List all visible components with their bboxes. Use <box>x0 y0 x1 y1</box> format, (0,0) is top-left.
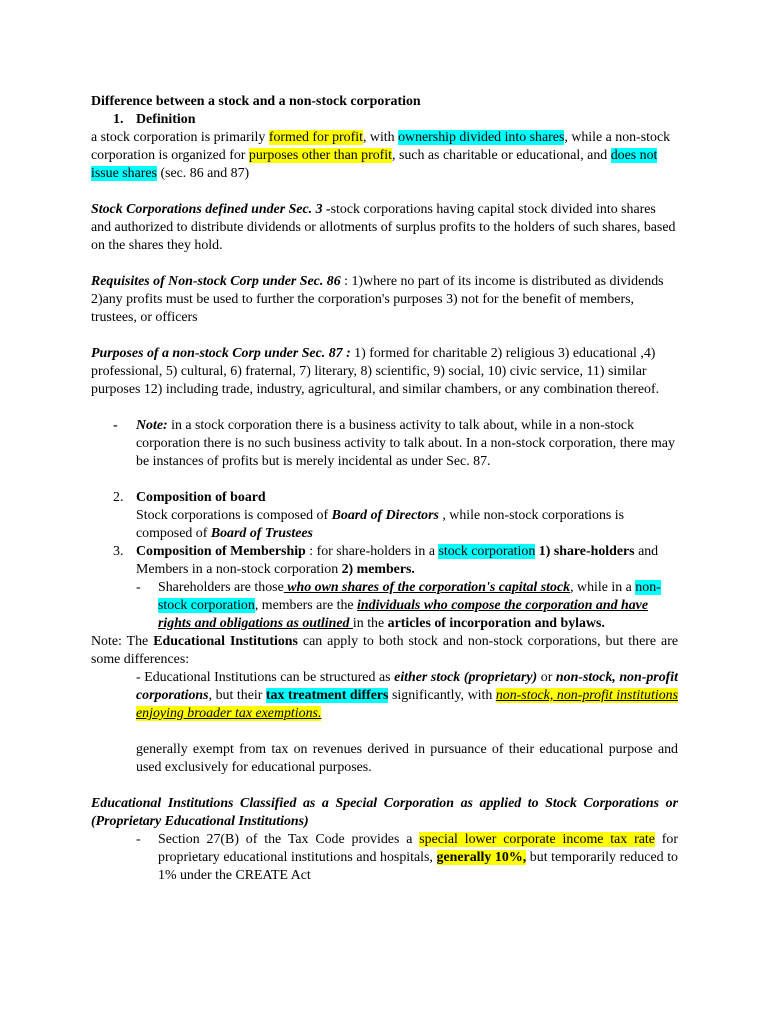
section-definition-heading <box>91 111 678 129</box>
highlight: non-stock, non-profit institutions enjoying broader tax exemptions. <box>136 688 678 721</box>
highlight: does not issue shares <box>91 148 658 181</box>
emphasis: individuals who compose the corporation and have rights and obligations as outlined <box>158 598 649 631</box>
emphasis: who own shares of the corporation's capital stock <box>283 580 571 595</box>
highlight: formed for profit <box>268 130 363 145</box>
section-number: 2. <box>113 490 124 505</box>
highlight: tax treatment differs <box>265 688 389 703</box>
highlight: stock corporation <box>438 544 536 559</box>
note-label: Note: <box>136 418 168 433</box>
highlight: special lower corporate income tax rate <box>419 832 655 847</box>
definition-paragraph: a stock corporation is primarily formed for profit, with ownership divided into shares, while a non-stock corporation is organized for purposes other than profit, such as charitable or educational, and does not issue shares (sec. 86 and 87) <box>91 130 671 181</box>
educational-note-paragraph: Note: The Educational Institutions can apply to both stock and non-stock corporations, but there are some differences: <box>91 634 678 667</box>
section-heading: Composition of Membership <box>136 544 306 559</box>
emphasis: Board of Directors <box>331 508 439 523</box>
note-bullet: - Note: in a stock corporation there is a business activity to talk about, while in a non-stock corporation there is no such business activity to talk about. In a non-stock corporation, there may be instances of profits but is merely incidental as under Sec. 87. <box>113 418 675 469</box>
bullet-dash: - <box>136 580 141 595</box>
section-membership: 3. Composition of Membership : for share-holders in a stock corporation 1) share-holders and Members in a non-stock corporation 2) members. <box>113 544 659 577</box>
highlight: purposes other than profit <box>248 148 393 163</box>
highlight: generally 10%, <box>436 850 527 865</box>
highlight: non-stock corporation <box>158 580 661 613</box>
emphasis: non-stock, non-profit corporations <box>136 670 678 703</box>
emphasis: either stock (proprietary) <box>394 670 538 685</box>
special-corporation-heading: Educational Institutions Classified as a Special Corporation as applied to Stock Corporations or (Proprietary Educational Institutions) <box>91 796 678 829</box>
bullet-dash: - <box>113 418 118 433</box>
section-heading: Composition of board <box>136 490 266 505</box>
stock-corp-definition-paragraph: Stock Corporations defined under Sec. 3 -stock corporations having capital stock divided into shares and authorized to distribute dividends or allotments of surplus profits to the holders of such shares, based on the shares they hold. <box>91 202 676 253</box>
paragraph-label: Stock Corporations defined under Sec. 3 - <box>91 202 331 217</box>
purposes-paragraph: Purposes of a non-stock Corp under Sec. 87 : 1) formed for charitable 2) religious 3) educational ,4) professional, 5) cultural, 6) fraternal, 7) literary, 8) scientific, 9) social, 10) civic service, 11) similar purposes 12) including trade, industry, agricultural, and similar chambers, or any combination thereof. <box>91 346 660 397</box>
section-27b-bullet: - Section 27(B) of the Tax Code provides a special lower corporate income tax rate for proprietary educational institutions and hospitals, generally 10%, but temporarily reduced to 1% under the CREATE Act <box>136 832 679 883</box>
paragraph-label: Purposes of a non-stock Corp under Sec. 87 : <box>91 346 351 361</box>
document-title: Difference between a stock and a non-stock corporation <box>91 94 421 109</box>
requisites-paragraph: Requisites of Non-stock Corp under Sec. 86 : 1)where no part of its income is distributed as dividends 2)any profits must be used to further the corporation's purposes 3) not for the benefit of members, trustees, or officers <box>91 274 664 325</box>
highlight: ownership divided into shares <box>398 130 565 145</box>
tax-exempt-paragraph: generally exempt from tax on revenues derived in pursuance of their educational purpose and used exclusively for educational purposes. <box>136 742 678 775</box>
section-number: 3. <box>113 544 124 559</box>
board-paragraph: Stock corporations is composed of Board of Directors , while non-stock corporations is composed of Board of Trustees <box>136 508 625 541</box>
emphasis: Board of Trustees <box>210 526 313 541</box>
document-page <box>91 93 678 885</box>
section-number: 1. <box>113 112 124 127</box>
membership-bullet: - Shareholders are those who own shares of the corporation's capital stock, while in a non-stock corporation, members are the individuals who compose the corporation and have rights and obligations as outlined in the articles of incorporation and bylaws. <box>136 580 661 631</box>
section-board <box>91 489 678 543</box>
educational-structure-paragraph: - Educational Institutions can be structured as either stock (proprietary) or non-stock, non-profit corporations, but their tax treatment differs significantly, with non-stock, non-profit institutions enjoying broader tax exemptions. <box>136 670 678 721</box>
paragraph-label: Requisites of Non-stock Corp under Sec. 86 <box>91 274 341 289</box>
bullet-dash: - <box>136 832 141 847</box>
section-heading: Definition <box>136 112 196 127</box>
